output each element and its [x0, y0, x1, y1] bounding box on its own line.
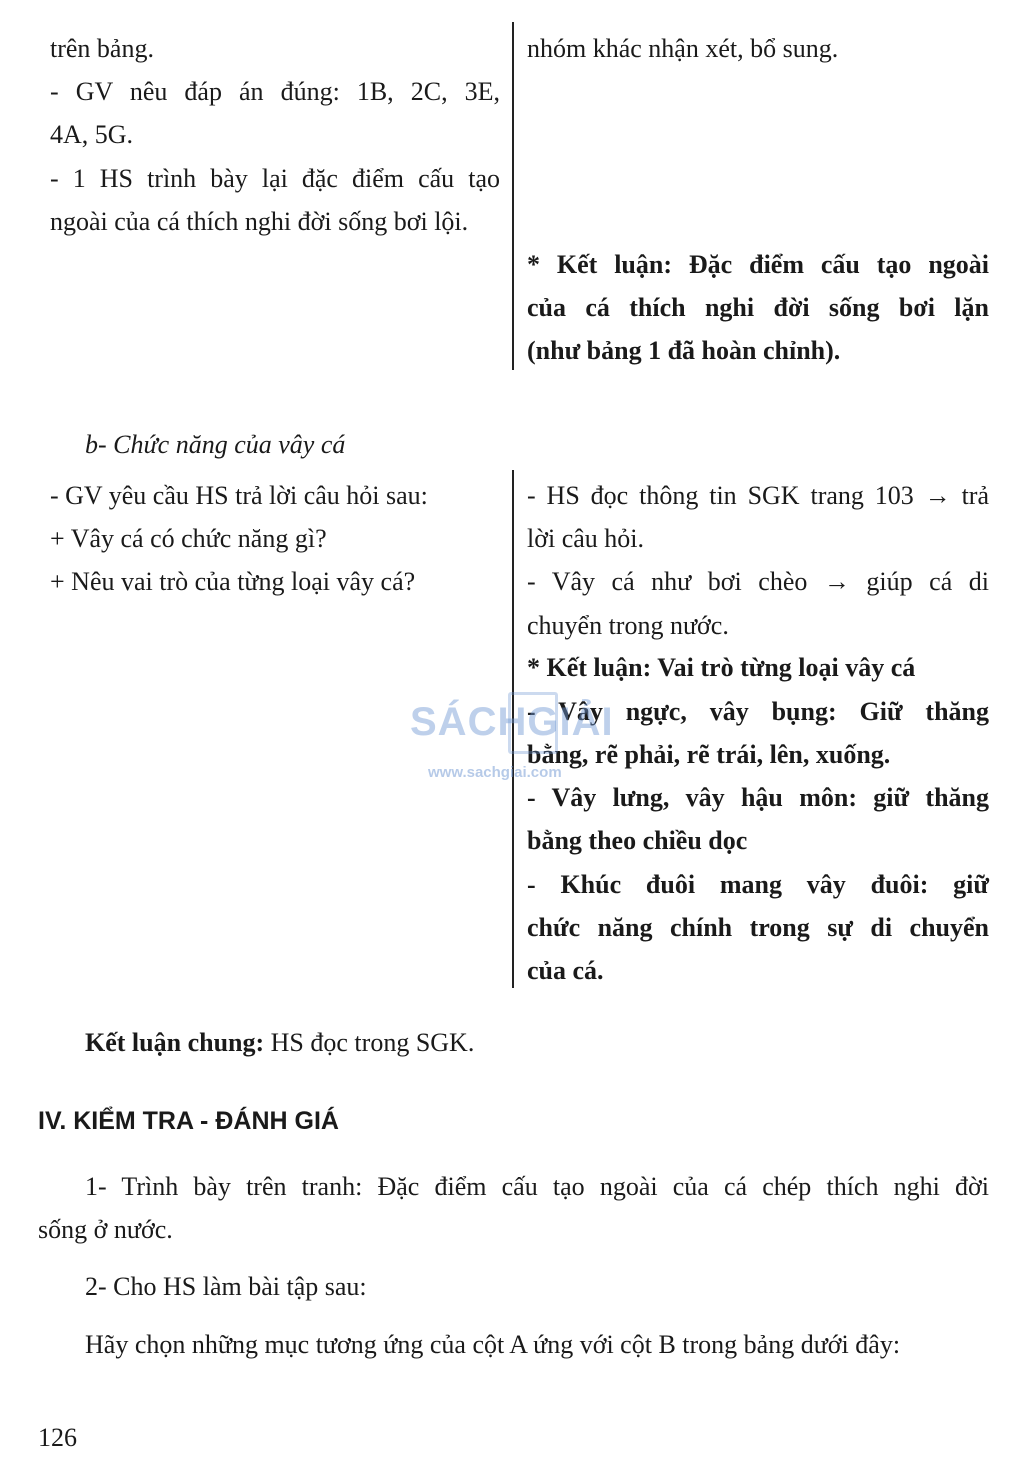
table1-conclusion-line: (như bảng 1 đã hoàn chỉnh).	[527, 336, 841, 365]
table2-left-line: + Nêu vai trò của từng loại vây cá?	[50, 567, 416, 596]
table1-left-line: ngoài của cá thích nghi đời sống bơi lội.	[50, 207, 469, 236]
table1-conclusion-line: của cá thích nghi đời sống bơi lặn	[527, 293, 989, 322]
table1-left-line: trên bảng.	[50, 34, 154, 63]
table2-conclusion-line: - Vây lưng, vây hậu môn: giữ thăng	[527, 783, 989, 812]
table2-conclusion-line: bằng theo chiều dọc	[527, 826, 748, 855]
table1-conclusion-line: * Kết luận: Đặc điểm cấu tạo ngoài	[527, 250, 989, 279]
watermark-url: www.sachgiai.com	[428, 764, 562, 781]
table2-conclusion-line: - Vây ngực, vây bụng: Giữ thăng	[527, 697, 989, 726]
table2-conclusion-line: chức năng chính trong sự di chuyển	[527, 913, 989, 942]
table2-right-line: - Vây cá như bơi chèo → giúp cá di	[527, 567, 989, 596]
table1-right-line: nhóm khác nhận xét, bổ sung.	[527, 34, 839, 63]
section-b-title: b- Chức năng của vây cá	[85, 430, 346, 459]
paragraph-line: 1- Trình bày trên tranh: Đặc điểm cấu tạo ngoài của cá chép thích nghi đời	[85, 1172, 989, 1201]
general-conclusion-label: Kết luận chung:	[85, 1028, 265, 1057]
paragraph-line: Hãy chọn những mục tương ứng của cột A ứng với cột B trong bảng dưới đây:	[85, 1330, 901, 1359]
table1-divider	[512, 22, 514, 370]
table2-conclusion-line: của cá.	[527, 956, 604, 985]
paragraph-line: 2- Cho HS làm bài tập sau:	[85, 1272, 367, 1301]
table2-left-line: + Vây cá có chức năng gì?	[50, 524, 327, 553]
table2-right-line: chuyển trong nước.	[527, 611, 729, 640]
table2-left-line: - GV yêu cầu HS trả lời câu hỏi sau:	[50, 481, 428, 510]
page-number: 126	[38, 1423, 77, 1452]
table2-conclusion-line: bằng, rẽ phải, rẽ trái, lên, xuống.	[527, 740, 891, 769]
watermark-logo: SÁCHGIẢI	[410, 700, 614, 744]
table2-conclusion-line: * Kết luận: Vai trò từng loại vây cá	[527, 653, 916, 682]
table1-left-line: 4A, 5G.	[50, 120, 134, 149]
paragraph-line: sống ở nước.	[38, 1215, 173, 1244]
table2-right-line: lời câu hỏi.	[527, 524, 644, 553]
table1-left-line: - GV nêu đáp án đúng: 1B, 2C, 3E,	[50, 77, 500, 106]
general-conclusion	[85, 1028, 474, 1058]
table2-conclusion-line: - Khúc đuôi mang vây đuôi: giữ	[527, 870, 989, 899]
section-4-heading: IV. KIỂM TRA - ĐÁNH GIÁ	[38, 1107, 339, 1135]
table1-left-line: - 1 HS trình bày lại đặc điểm cấu tạo	[50, 164, 500, 193]
table2-right-line: - HS đọc thông tin SGK trang 103 → trả	[527, 481, 989, 510]
general-conclusion-text: HS đọc trong SGK.	[264, 1028, 475, 1057]
